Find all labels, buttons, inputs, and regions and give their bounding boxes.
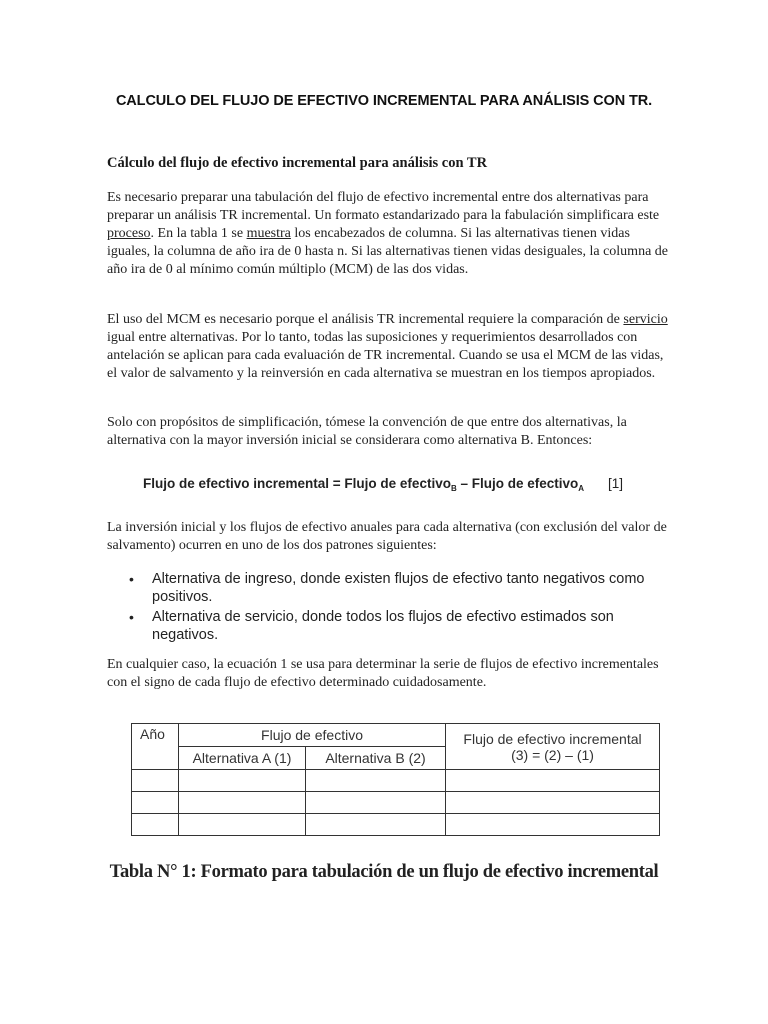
table-cell [132,792,179,814]
table-cell [132,770,179,792]
table-caption: Tabla N° 1: Formato para tabulación de un flujo de efectivo incremental [109,862,659,882]
table-cell [179,792,306,814]
equation-1 [143,476,623,493]
table-cell [306,770,446,792]
incremental-cashflow-table [131,723,659,836]
table-cell [446,770,660,792]
paragraph-1-text-a: Es necesario preparar una tabulación del flujo de efectivo incremental entre dos alternativas para preparar un análisis TR incremental. Un formato estandarizado para la fabulación simplificara este [107,190,660,223]
document-title: CALCULO DEL FLUJO DE EFECTIVO INCREMENTAL PARA ANÁLISIS CON TR. [115,93,653,109]
table-cell [179,770,306,792]
header-incremental-formula: (3) = (2) – (1) [511,746,594,763]
link-proceso[interactable]: proceso [107,226,151,241]
header-incremental-label: Flujo de efectivo incremental [463,730,642,747]
equation-mid: – Flujo de efectivo [456,476,579,491]
table-cell [132,814,179,836]
link-servicio[interactable]: servicio [623,312,668,327]
header-cashflow: Flujo de efectivo [179,724,446,747]
header-alt-b: Alternativa B (2) [306,747,446,770]
paragraph-2 [107,311,672,383]
paragraph-1-text-b: . En la tabla 1 se [150,226,247,241]
header-incremental [446,724,660,770]
table-cell [306,792,446,814]
table-cell [446,792,660,814]
paragraph-4: La inversión inicial y los flujos de efectivo anuales para cada alternativa (con exclusión del valor de salvamento) ocurren en uno de los dos patrones siguientes: [107,520,667,553]
table-cell [446,814,660,836]
bullet-text: Alternativa de ingreso, donde existen flujos de efectivo tanto negativos como positivos. [152,571,645,605]
bullet-item [127,608,667,644]
bullet-icon: • [129,571,134,587]
section-heading: Cálculo del flujo de efectivo incremental para análisis con TR [107,155,488,171]
paragraph-2-text-a: El uso del MCM es necesario porque el análisis TR incremental requiere la comparación de [107,312,624,327]
table-header-row [132,724,660,747]
table-cell [179,814,306,836]
header-year: Año [132,724,179,770]
equation-number: [1] [608,476,624,491]
paragraph-2-text-b: igual entre alternativas. Por lo tanto, todas las suposiciones y requerimientos desarrollados con antelación se aplican para cada evaluación de TR incremental. Cuando se usa el MCM de las vidas, el valor de salvamento y la reinversión en cada alternativa se muestran en los tiempos apropiados. [107,330,664,381]
paragraph-3: Solo con propósitos de simplificación, tómese la convención de que entre dos alternativas, la alternativa con la mayor inversión inicial se considerara como alternativa B. Entonces: [107,415,627,448]
paragraph-1 [107,189,672,279]
bullet-icon: • [129,609,134,625]
header-alt-a: Alternativa A (1) [179,747,306,770]
equation-sub-b: B [450,484,457,493]
paragraph-1-text-c: los encabezados de columna. Si las alternativas tienen vidas iguales, la columna de año ira de 0 hasta n. Si las alternativas tienen vidas desiguales, la columna de año ira de 0 al mínimo común múltiplo (MCM) de las dos vidas. [107,226,668,277]
table-row [132,770,660,792]
table-row [132,792,660,814]
equation-lhs: Flujo de efectivo incremental = Flujo de efectivo [143,476,451,491]
link-muestra[interactable]: muestra [246,226,291,241]
bullet-item [127,570,667,606]
bullet-list [127,570,667,646]
equation-sub-a: A [578,484,585,493]
paragraph-5: En cualquier caso, la ecuación 1 se usa para determinar la serie de flujos de efectivo incrementales con el signo de cada flujo de efectivo determinado cuidadosamente. [107,657,659,690]
table-row [132,814,660,836]
bullet-text: Alternativa de servicio, donde todos los flujos de efectivo estimados son negativos. [152,609,614,643]
table-cell [306,814,446,836]
format-table [131,723,660,836]
